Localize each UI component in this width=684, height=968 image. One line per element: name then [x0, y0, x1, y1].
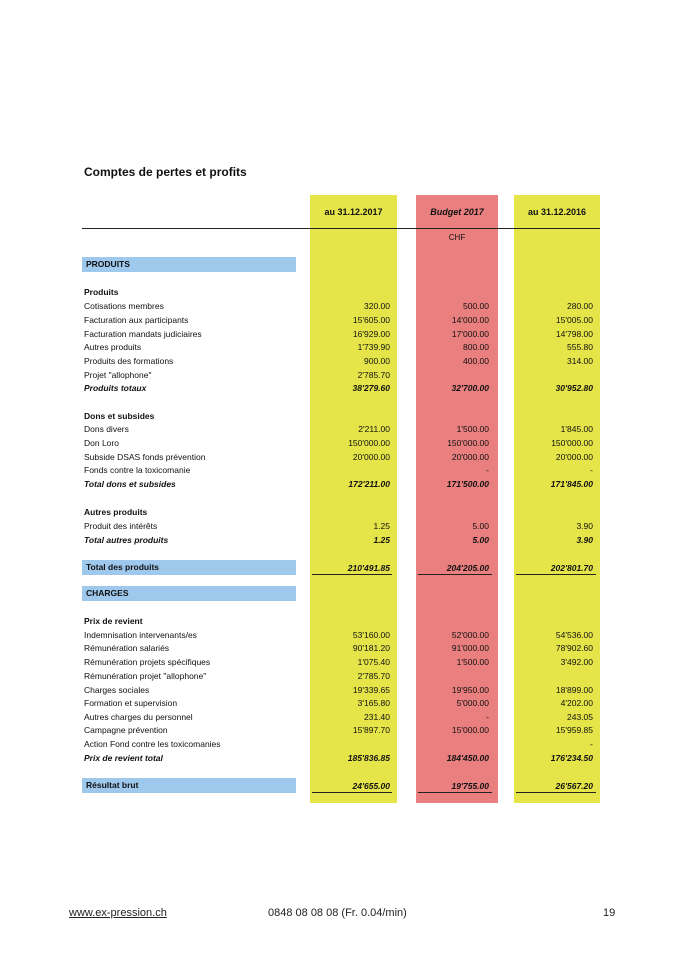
value-2017: 1.25	[373, 521, 390, 531]
underline-total-produits-budget	[418, 574, 492, 575]
row-label: Facturation aux participants	[84, 315, 189, 325]
value-2016: 4'202.00	[560, 698, 593, 708]
value-2017: 3'165.80	[357, 698, 390, 708]
value-2017: 15'897.70	[352, 725, 390, 735]
value-budget: 5.00	[472, 535, 489, 545]
value-2016: -	[590, 465, 593, 475]
value-2017: 20'000.00	[352, 452, 390, 462]
value-2017: 2'211.00	[358, 424, 390, 434]
row-label: Dons divers	[84, 424, 129, 434]
value-2016: 3'492.00	[560, 657, 593, 667]
value-2017: 1.25	[373, 535, 390, 545]
row-label: Charges sociales	[84, 685, 150, 695]
band-produits-label: PRODUITS	[86, 259, 130, 269]
value-2016: 280.00	[567, 301, 593, 311]
resultat-2016: 26'567.20	[555, 781, 593, 791]
row-label: Don Loro	[84, 438, 119, 448]
underline-total-produits-2016	[516, 574, 596, 575]
underline-total-produits-2017	[312, 574, 392, 575]
header-2016: au 31.12.2016	[527, 207, 587, 217]
value-budget: 32'700.00	[451, 383, 489, 393]
value-2017: 19'339.65	[352, 685, 390, 695]
value-2017: 53'160.00	[352, 630, 390, 640]
currency-label: CHF	[448, 233, 466, 242]
row-label: Rémunération salariés	[84, 643, 170, 653]
value-2017: 90'181.20	[352, 643, 390, 653]
row-label: Produit des intérêts	[84, 521, 158, 531]
value-budget: 52'000.00	[451, 630, 489, 640]
value-2016: 176'234.50	[550, 753, 593, 763]
value-2017: 320.00	[364, 301, 390, 311]
value-budget: 400.00	[463, 356, 489, 366]
value-2017: 16'929.00	[352, 329, 390, 339]
total-produits-budget: 204'205.00	[446, 563, 489, 573]
underline-resultat-2017	[312, 792, 392, 793]
resultat-2017: 24'655.00	[352, 781, 390, 791]
header-rule	[82, 228, 600, 229]
row-label: Produits des formations	[84, 356, 174, 366]
value-2016: 3.90	[576, 535, 593, 545]
value-2017: 1'075.40	[357, 657, 390, 667]
value-2017: 1'739.90	[357, 342, 390, 352]
subtotal-label: Total autres produits	[84, 535, 169, 545]
footer-phone: 0848 08 08 08 (Fr. 0.04/min)	[268, 907, 407, 919]
value-budget: 184'450.00	[446, 753, 489, 763]
value-budget: 14'000.00	[451, 315, 489, 325]
value-2016: 14'798.00	[555, 329, 593, 339]
value-budget: -	[486, 712, 489, 722]
section-heading: Autres produits	[84, 507, 148, 517]
row-label: Projet "allophone"	[84, 370, 152, 380]
value-2017: 2'785.70	[357, 671, 390, 681]
value-budget: 1'500.00	[456, 424, 489, 434]
header-2017: au 31.12.2017	[324, 207, 383, 217]
value-2017: 231.40	[364, 712, 390, 722]
value-budget: 171'500.00	[446, 479, 489, 489]
value-2017: 2'785.70	[357, 370, 390, 380]
row-label: Fonds contre la toxicomanie	[84, 465, 191, 475]
row-label: Rémunération projet "allophone"	[84, 671, 207, 681]
value-2017: 900.00	[364, 356, 390, 366]
value-budget: -	[486, 465, 489, 475]
value-2016: 15'959.85	[555, 725, 593, 735]
value-2016: 30'952.80	[555, 383, 593, 393]
row-label: Formation et supervision	[84, 698, 178, 708]
footer-page-number: 19	[603, 907, 616, 919]
section-heading: Dons et subsides	[84, 411, 155, 421]
row-label: Autres produits	[84, 342, 142, 352]
value-budget: 1'500.00	[456, 657, 489, 667]
total-produits-2016: 202'801.70	[550, 563, 593, 573]
value-2016: -	[590, 739, 593, 749]
value-2017: 38'279.60	[352, 383, 390, 393]
page-title: Comptes de pertes et profits	[84, 165, 247, 179]
value-2017: 172'211.00	[348, 479, 390, 489]
subtotal-label: Prix de revient total	[84, 753, 163, 763]
value-2016: 1'845.00	[560, 424, 593, 434]
value-2016: 243.05	[567, 712, 593, 722]
underline-resultat-budget	[418, 792, 492, 793]
value-budget: 800.00	[463, 342, 489, 352]
section-heading: Produits	[84, 287, 119, 297]
row-label: Campagne prévention	[84, 725, 168, 735]
value-2016: 18'899.00	[555, 685, 593, 695]
value-budget: 20'000.00	[451, 452, 489, 462]
resultat-budget: 19'755.00	[451, 781, 489, 791]
row-label: Rémunération projets spécifiques	[84, 657, 211, 667]
row-label: Action Fond contre les toxicomanies	[84, 739, 221, 749]
band-charges-label: CHARGES	[86, 588, 129, 598]
value-2016: 20'000.00	[555, 452, 593, 462]
total-produits-2017: 210'491.85	[347, 563, 390, 573]
band-resultat-label: Résultat brut	[86, 780, 139, 790]
value-2016: 78'902.60	[555, 643, 593, 653]
subtotal-label: Produits totaux	[84, 383, 147, 393]
value-budget: 500.00	[463, 301, 489, 311]
section-heading: Prix de revient	[84, 616, 143, 626]
value-2016: 15'005.00	[555, 315, 593, 325]
row-label: Subside DSAS fonds prévention	[84, 452, 206, 462]
value-2016: 171'845.00	[550, 479, 593, 489]
value-budget: 19'950.00	[451, 685, 489, 695]
row-label: Cotisations membres	[84, 301, 164, 311]
value-2016: 3.90	[576, 521, 593, 531]
value-budget: 17'000.00	[451, 329, 489, 339]
value-budget: 150'000.00	[447, 438, 489, 448]
value-2016: 555.80	[567, 342, 593, 352]
row-label: Autres charges du personnel	[84, 712, 193, 722]
row-label: Indemnisation intervenants/es	[84, 630, 197, 640]
value-budget: 5.00	[472, 521, 489, 531]
value-2017: 150'000.00	[348, 438, 390, 448]
value-budget: 5'000.00	[456, 698, 489, 708]
value-2017: 15'605.00	[352, 315, 390, 325]
footer-website-link[interactable]: www.ex-pression.ch	[69, 907, 167, 919]
value-2017: 185'836.85	[347, 753, 390, 763]
value-2016: 54'536.00	[555, 630, 593, 640]
band-total-produits-label: Total des produits	[86, 562, 160, 572]
value-budget: 91'000.00	[451, 643, 489, 653]
value-2016: 314.00	[567, 356, 593, 366]
value-budget: 15'000.00	[451, 725, 489, 735]
subtotal-label: Total dons et subsides	[84, 479, 176, 489]
row-label: Facturation mandats judiciaires	[84, 329, 202, 339]
header-budget: Budget 2017	[430, 207, 484, 217]
value-2016: 150'000.00	[551, 438, 593, 448]
underline-resultat-2016	[516, 792, 596, 793]
